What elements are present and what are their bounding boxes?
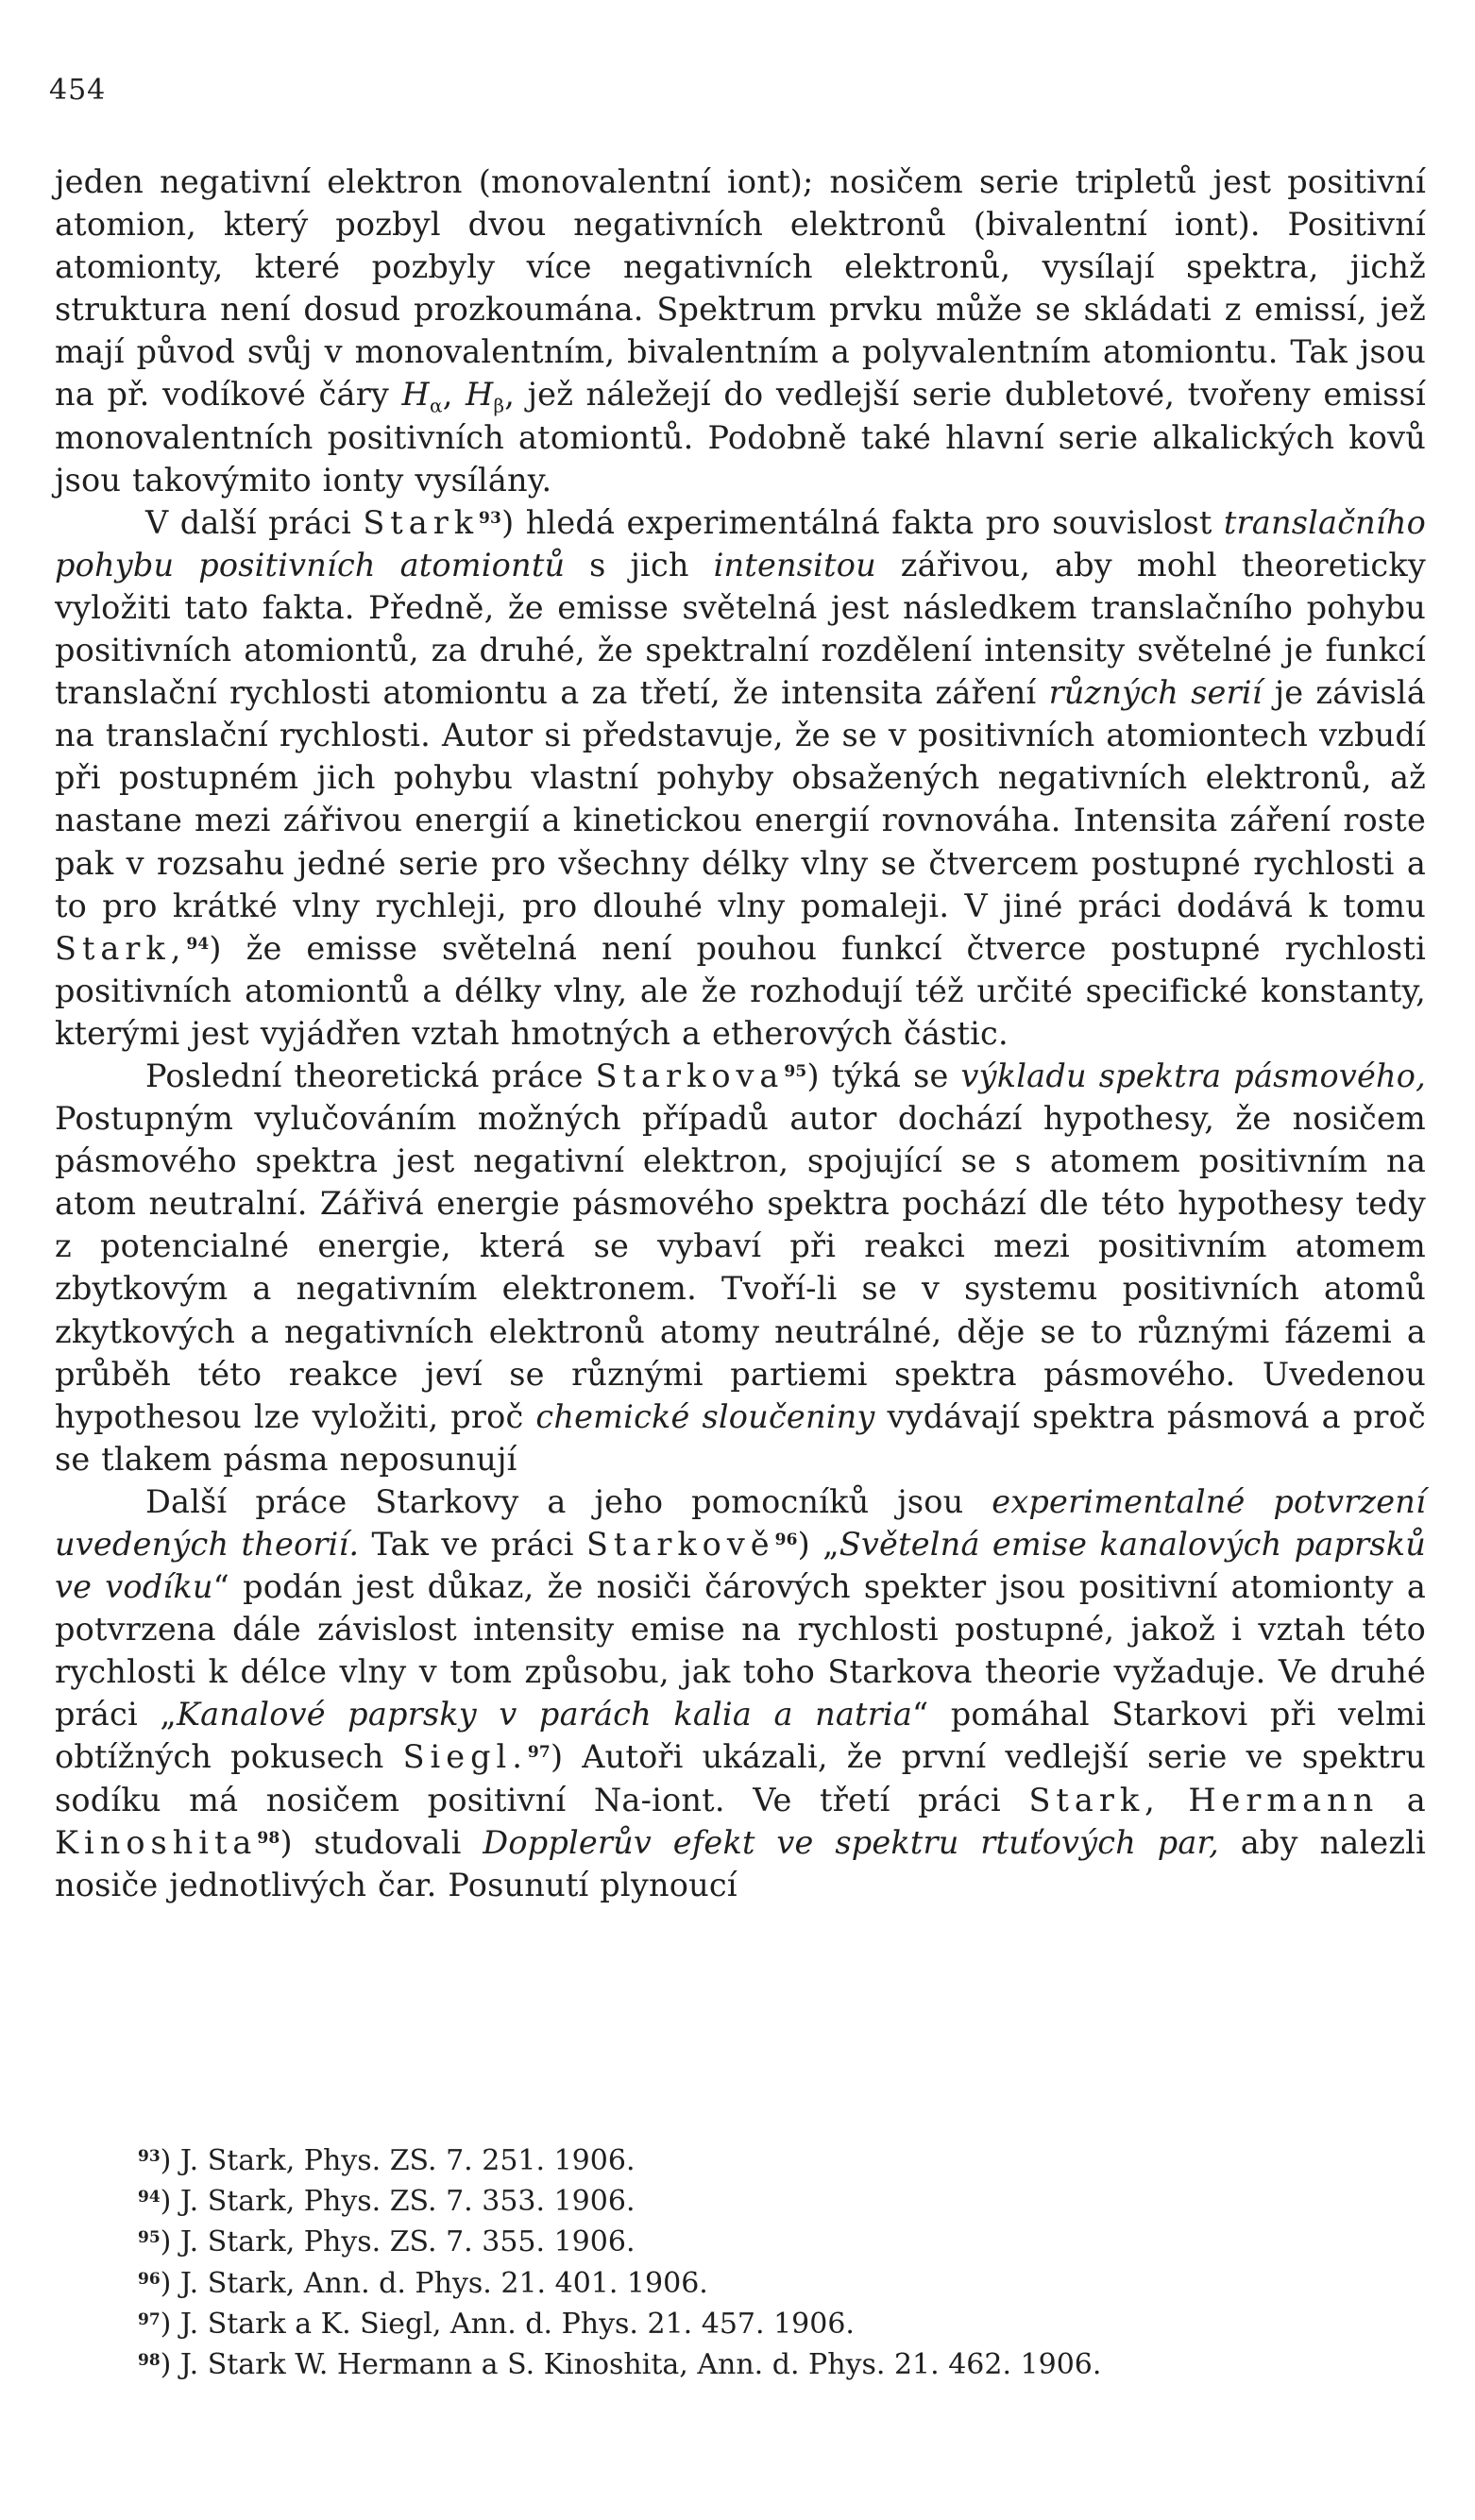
body-text (55, 161, 1426, 1906)
text-run: “ pomáhal Starkovi při velmi obtížných pokusech (55, 1696, 1427, 1776)
text-run: a (1379, 1781, 1426, 1818)
footnote-paren: ) (160, 2348, 180, 2382)
italic-text: translačního pohybu positivních atomiontů (55, 503, 1426, 583)
italic-text: Kanalové paprsky v parách kalia a natria (176, 1696, 912, 1734)
author-name: Hermann (1188, 1781, 1380, 1818)
text-run: , jež náležejí do vedlejší serie dubletové, tvořeny emissí monovalentních positivních atomiontů. Podobně také hlavní serie alkalických kovů jsou takovýmito ionty vysílány. (55, 376, 1426, 499)
footnote-mark: 96 (138, 2269, 161, 2289)
footnote-mark: 98 (138, 2351, 161, 2371)
footnote-text: J. Stark, Phys. ZS. 7. 355. 1906. (179, 2225, 636, 2259)
footnote-mark: 95 (138, 2228, 161, 2248)
footnote-ref: 98 (257, 1828, 280, 1848)
footnote-mark: 97 (138, 2309, 161, 2329)
text-run: ) týká se (806, 1057, 961, 1094)
italic-text: různých serií (1048, 674, 1263, 712)
text-run: Postupným vylučováním možných případů autor dochází hypothesy, že nosičem pásmového spektra jest negativní elektron, spojující se s atomem positivním na atom neutralní. Zářivá energie pásmového spektra pochází dle této hypothesy tedy z potencialné energie, která se vybaví při reakci mezi positivním atomem zbytkovým a negativním elektronem. Tvoří-li se v systemu positivních atomů zkytkových a negativních elektronů atomy neutrálné, děje se to různými fázemi a průběh této reakce jeví se různými partiemi spektra pásmového. Uvedenou hypothesou lze vyložiti, proč (55, 1100, 1426, 1435)
text-run (1161, 1782, 1189, 1818)
footnote-paren: ) (160, 2266, 180, 2300)
page-number: 454 (49, 74, 107, 107)
footnote-paren: ) (160, 2307, 180, 2341)
author-name: Siegl. (402, 1738, 528, 1776)
footnote-ref: 94 (186, 934, 210, 954)
italic-text: H (401, 376, 430, 414)
text-run: s jich (565, 546, 714, 583)
paragraph (55, 1480, 1426, 1906)
footnote-ref: 95 (784, 1061, 807, 1081)
text-run: zářivou, aby mohl theoreticky vyložiti tato fakta. Předně, že emisse světelná jest následkem translačního pohybu positivních atomiontů, za druhé, že spektralní rozdělení intensity světelné je funkcí translační rychlosti atomiontu a za třetí, že intensita záření (55, 546, 1426, 712)
author-name: Stark, (1028, 1781, 1161, 1818)
subscript: β (493, 395, 505, 418)
paragraph (55, 161, 1426, 501)
author-name: Kinoshita (55, 1823, 258, 1861)
footnote (55, 2179, 1426, 2220)
footnote-text: J. Stark W. Hermann a S. Kinoshita, Ann. d. Phys. 21. 462. 1906. (179, 2348, 1102, 2382)
footnote-ref: 96 (774, 1531, 798, 1549)
author-name: Starkova (595, 1057, 785, 1094)
text-run: “ podán jest důkaz, že nosiči čárových spekter jsou positivní atomionty a potvrzena dále závislost intensity emise na rychlosti postupné, jakož i vztah této rychlosti k délce vlny v tom způsobu, jak toho Starkova theorie vyžaduje. Ve druhé práci „ (55, 1568, 1426, 1734)
italic-text: intensitou (713, 546, 876, 583)
italic-text: chemické sloučeniny (535, 1397, 875, 1435)
footnote-ref: 97 (527, 1743, 551, 1763)
text-run: Další práce Starkovy a jeho pomocníků jsou (145, 1482, 992, 1520)
text-run: aby nalezli nosiče jednotlivých čar. Posunutí plynoucí (55, 1823, 1427, 1903)
paragraph (55, 501, 1426, 1055)
text-run: ) studovali (280, 1823, 483, 1861)
text-run: Poslední theoretická práce (145, 1057, 596, 1094)
footnote-text: J. Stark a K. Siegl, Ann. d. Phys. 21. 457. 1906. (179, 2307, 855, 2341)
text-run: vydávají spektra pásmová a proč se tlakem pásma neposunují (55, 1397, 1426, 1478)
author-name: Starkově (585, 1526, 775, 1563)
text-run: jeden negativní elektron (monovalentní iont); nosičem serie tripletů jest positivní atomion, který pozbyl dvou negativních elektronů (bivalentní iont). Positivní atomionty, které pozbyly více negativních elektronů, vysílají spektra, jichž struktura není dosud prozkoumána. Spektrum prvku může se skládati z emissí, jež mají původ svůj v monovalentním, bivalentním a polyvalentním atomiontu. Tak jsou na př. vodíkové čáry (55, 163, 1426, 414)
footnote-text: J. Stark, Ann. d. Phys. 21. 401. 1906. (179, 2266, 708, 2300)
footnote-paren: ) (160, 2144, 180, 2177)
footnote-text: J. Stark, Phys. ZS. 7. 353. 1906. (179, 2185, 636, 2219)
footnote (55, 2342, 1426, 2383)
footnote (55, 2261, 1426, 2302)
text-run: ) že emisse světelná není pouhou funkcí čtverce postupné rychlosti positivních atomiontů a délky vlny, ale že rozhodují též určité specifické konstanty, kterými jest vyjádřen vztah hmotných a etherových částic. (55, 929, 1426, 1052)
text-run: , (442, 376, 466, 414)
footnote (55, 2220, 1426, 2260)
footnote-paren: ) (160, 2185, 180, 2219)
subscript: α (429, 395, 443, 418)
paragraph (55, 1055, 1426, 1480)
text-run: je závislá na translační rychlosti. Autor si představuje, že se v positivních atomiontech vzbudí při postupném jich pohybu vlastní pohyby obsažených negativních elektronů, až nastane mezi zářivou energií a kinetickou energií rovnováha. Intensita záření roste pak v rozsahu jedné serie pro všechny délky vlny se čtvercem postupné rychlosti a to pro krátké vlny rychleji, pro dlouhé vlny pomaleji. V jiné práci dodává k tomu (55, 674, 1426, 924)
footnote-mark: 94 (138, 2188, 161, 2207)
text-run: ) hledá experimentálná fakta pro souvislost (501, 503, 1224, 541)
author-name: Stark (363, 503, 480, 541)
text-run: ) Autoři ukázali, že první vedlejší serie ve spektru sodíku má nosičem positivní Na-iont. Ve třetí práci (55, 1738, 1426, 1818)
text-run: ) „ (797, 1526, 839, 1563)
italic-text: experimentalné potvrzení uvedených theorií. (55, 1482, 1426, 1563)
italic-text: H (466, 376, 494, 414)
footnote (55, 2139, 1426, 2179)
text-run: V další práci (145, 503, 364, 541)
text-run: Tak ve práci (359, 1526, 586, 1563)
italic-text: Dopplerův efekt ve spektru rtuťových par, (483, 1823, 1219, 1861)
italic-text: Světelná emise kanalových paprsků ve vodíku (55, 1526, 1426, 1606)
footnotes (55, 2139, 1426, 2383)
footnote (55, 2302, 1426, 2342)
footnote-paren: ) (160, 2225, 180, 2259)
footnote-mark: 93 (138, 2147, 161, 2166)
footnote-text: J. Stark, Phys. ZS. 7. 251. 1906. (179, 2144, 636, 2177)
footnote-ref: 93 (479, 508, 502, 528)
author-name: Stark, (55, 929, 187, 967)
italic-text: výkladu spektra pásmového, (960, 1057, 1426, 1094)
